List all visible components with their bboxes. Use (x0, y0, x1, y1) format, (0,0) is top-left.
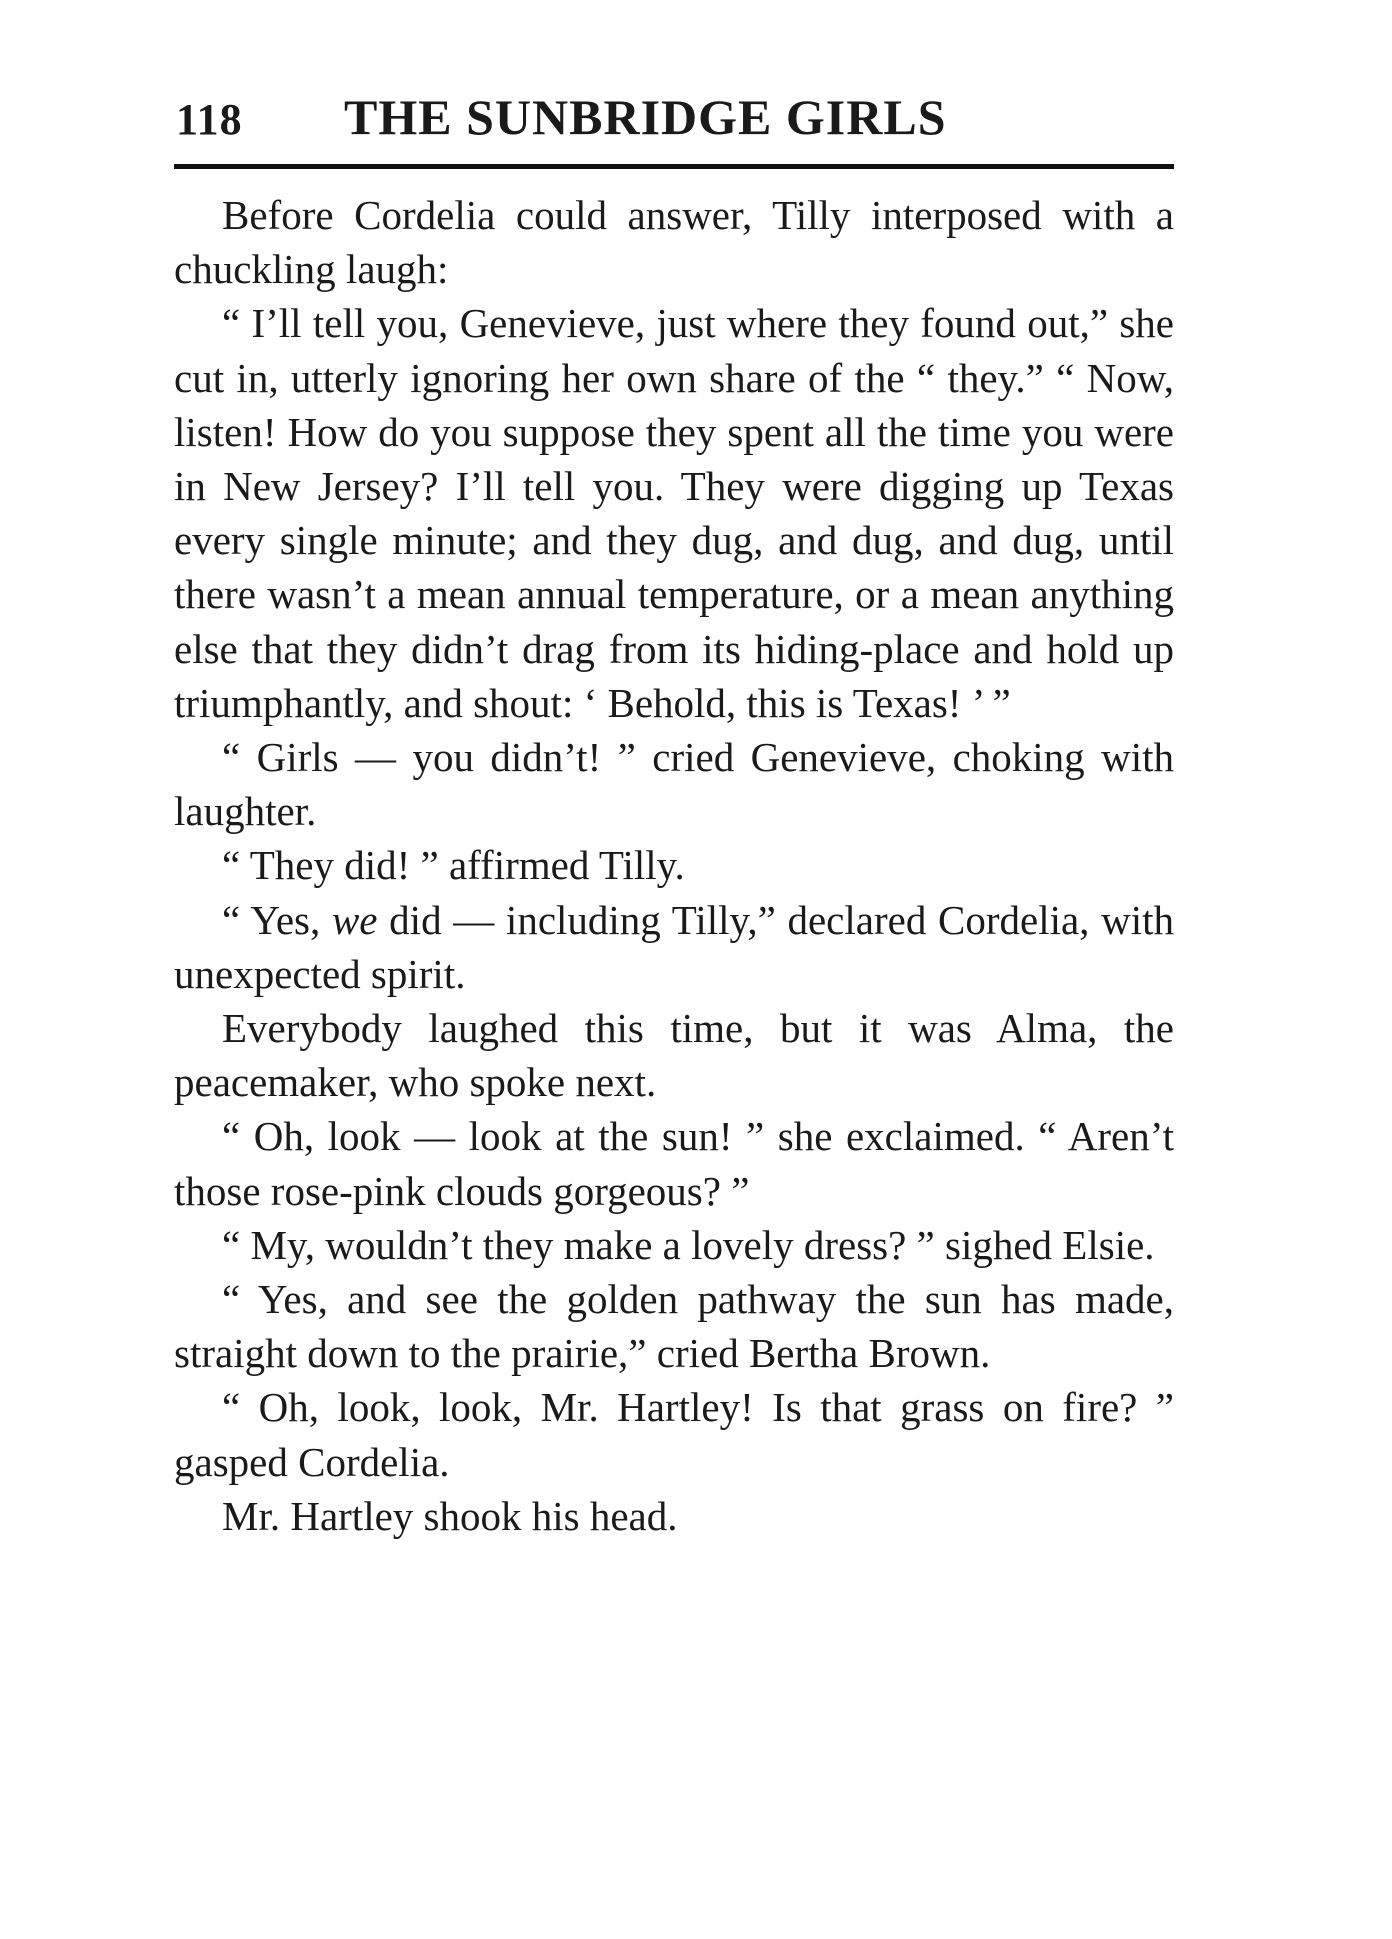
paragraph: “ They did! ” affirmed Tilly. (222, 842, 685, 889)
page-number: 118 (176, 95, 243, 144)
paragraph: Mr. Hartley shook his head. (222, 1492, 678, 1539)
book-title: THE SUNBRIDGE GIRLS (344, 89, 947, 145)
paragraph: “ Oh, look — look at the sun! ” she exclaimed. “ Aren’t those rose-pink clouds gorgeous? ” (174, 1113, 1174, 1214)
paragraph: “ Yes, and see the golden pathway the sun has made, straight down to the prairie,” cried Bertha Brown. (174, 1276, 1174, 1377)
paragraph-text: did — including Tilly,” declared Cordelia, with unexpected spirit. (174, 896, 1174, 997)
paragraph-text: “ Yes, (222, 896, 332, 943)
paragraph (174, 893, 1174, 1001)
paragraph: Before Cordelia could answer, Tilly interposed with a chuckling laugh: (174, 192, 1174, 293)
header-rule (174, 164, 1174, 169)
body-text (174, 188, 1174, 1543)
paragraph: “ My, wouldn’t they make a lovely dress? ” sighed Elsie. (222, 1221, 1155, 1268)
emphasized-word: we (331, 896, 378, 943)
running-head (176, 88, 1176, 148)
paragraph: “ Oh, look, look, Mr. Hartley! Is that grass on fire? ” gasped Cordelia. (174, 1384, 1174, 1485)
paragraph: “ Girls — you didn’t! ” cried Genevieve, choking with laughter. (174, 734, 1174, 835)
paragraph: Everybody laughed this time, but it was Alma, the peacemaker, who spoke next. (174, 1005, 1174, 1106)
paragraph: “ I’ll tell you, Genevieve, just where they found out,” she cut in, utterly ignoring her own share of the “ they.” “ Now, listen! How do you suppose they spent all the time you were in New Jersey? I’ll tell you. They were digging up Texas every single minute; and they dug, and dug, and dug, until there wasn’t a mean annual temperature, or a mean anything else that they didn’t drag from its hiding-place and hold up triumphantly, and shout: ‘ Behold, this is Texas! ’ ” (174, 300, 1174, 726)
